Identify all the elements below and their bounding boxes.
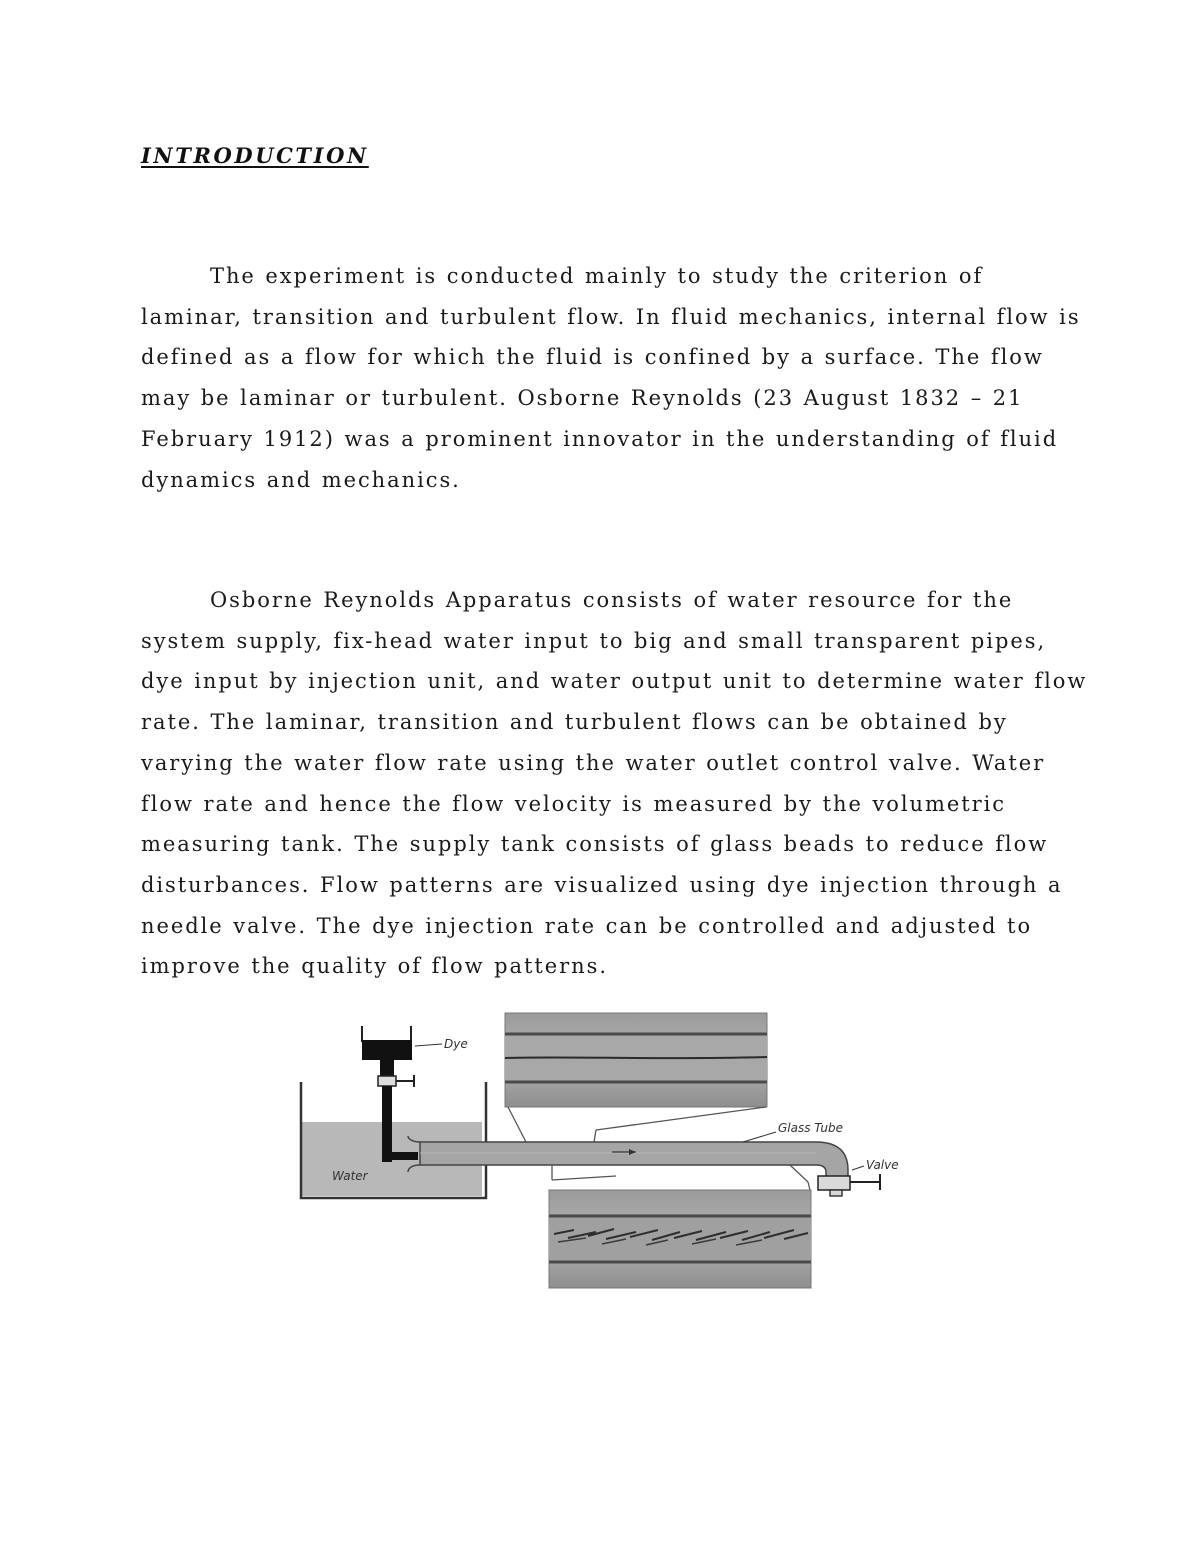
paragraph-2 (141, 580, 1088, 987)
paragraph-line: may be laminar or turbulent. Osborne Reynolds (23 August 1832 – 21 (141, 386, 1024, 411)
turbulent-flow-inset (549, 1190, 811, 1288)
water-tank (301, 1082, 486, 1198)
paragraph-line: varying the water flow rate using the water outlet control valve. Water (141, 750, 1046, 775)
paragraph-line: dynamics and mechanics. (141, 467, 461, 492)
glass-tube-label: Glass Tube (778, 1121, 844, 1135)
paragraph-line: laminar, transition and turbulent flow. In fluid mechanics, internal flow is (141, 304, 1081, 329)
paragraph-line: defined as a flow for which the fluid is confined by a surface. The flow (141, 345, 1044, 370)
paragraph-line: disturbances. Flow patterns are visualized using dye injection through a (141, 872, 1063, 897)
laminar-flow-inset (505, 1013, 767, 1107)
paragraph-line: needle valve. The dye injection rate can be controlled and adjusted to (141, 913, 1033, 938)
paragraph-line: measuring tank. The supply tank consists of glass beads to reduce flow (141, 832, 1049, 857)
paragraph-line: improve the quality of flow patterns. (141, 954, 608, 979)
dye-label: Dye (444, 1037, 468, 1051)
section-heading: INTRODUCTION (141, 143, 369, 168)
paragraph-line: flow rate and hence the flow velocity is measured by the volumetric (141, 791, 1007, 816)
valve-label: Valve (866, 1158, 899, 1172)
paragraph-line: The experiment is conducted mainly to study the criterion of (210, 264, 984, 288)
paragraph-line: Osborne Reynolds Apparatus consists of water resource for the (210, 588, 1014, 612)
paragraph-1 (141, 256, 1081, 500)
reynolds-apparatus-diagram (296, 1010, 906, 1292)
water-label: Water (332, 1169, 368, 1183)
paragraph-line: rate. The laminar, transition and turbulent flows can be obtained by (141, 710, 1008, 735)
paragraph-line: dye input by injection unit, and water output unit to determine water flow (141, 669, 1088, 694)
paragraph-line: February 1912) was a prominent innovator in the understanding of fluid (141, 426, 1059, 451)
paragraph-line: system supply, fix-head water input to big and small transparent pipes, (141, 628, 1047, 653)
